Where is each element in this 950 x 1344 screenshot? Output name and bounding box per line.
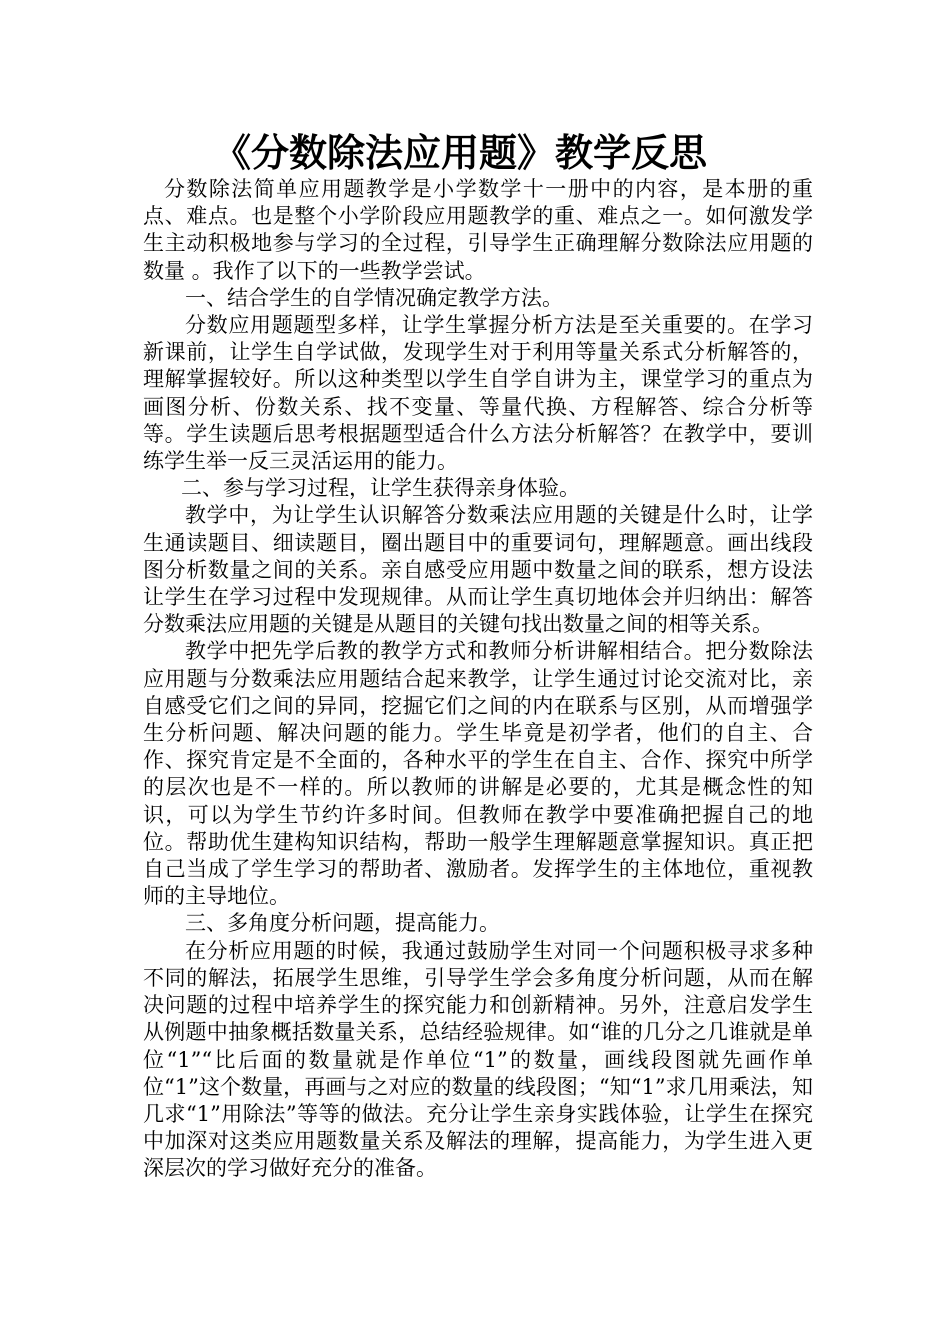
section-heading-3: 三、多角度分析问题，提高能力。 bbox=[185, 911, 500, 936]
document-page bbox=[143, 130, 813, 1183]
section-1-paragraph: 分数应用题题型多样，让学生掌握分析方法是至关重要的。在学习新课前，让学生自学试做，发现学生对于利用等量关系式分析解答的，理解掌握较好。所以这种类型以学生自学自讲为主，课堂学习的重点为画图分析、份数关系、找不变量、等量代换、方程解答、综合分析等等。学生读题后思考根据题型适合什么方法分析解答？在教学中，要训练学生举一反三灵活运用的能力。 bbox=[143, 313, 813, 474]
section-2-paragraph-1: 教学中，为让学生认识解答分数乘法应用题的关键是什么时，让学生通读题目、细读题目，圈出题目中的重要词句，理解题意。画出线段图分析数量之间的关系。亲自感受应用题中数量之间的联系，想方设法让学生在学习过程中发现规律。从而让学生真切地体会并归纳出：解答分数乘法应用题的关键是从题目的关键句找出数量之间的相等关系。 bbox=[143, 503, 813, 637]
intro-paragraph: 分数除法简单应用题教学是小学数学十一册中的内容，是本册的重点、难点。也是整个小学阶段应用题教学的重、难点之一。如何激发学生主动积极地参与学习的全过程，引导学生正确理解分数除法应用题的数量 。我作了以下的一些教学尝试。 bbox=[143, 177, 813, 283]
section-heading-2: 二、参与学习过程，让学生获得亲身体验。 bbox=[181, 476, 580, 501]
section-heading-1: 一、结合学生的自学情况确定教学方法。 bbox=[185, 285, 563, 310]
section-2-paragraph-2: 教学中把先学后教的教学方式和教师分析讲解相结合。把分数除法应用题与分数乘法应用题结合起来教学，让学生通过讨论交流对比，亲自感受它们之间的异同，挖掘它们之间的内在联系与区别，从而增强学生分析问题、解决问题的能力。学生毕竟是初学者，他们的自主、合作、探究肯定是不全面的，各种水平的学生在自主、合作、探究中所学的层次也是不一样的。所以教师的讲解是必要的，尤其是概念性的知识，可以为学生节约许多时间。但教师在教学中要准确把握自己的地位。帮助优生建构知识结构，帮助一般学生理解题意掌握知识。真正把自己当成了学生学习的帮助者、激励者。发挥学生的主体地位，重视教师的主导地位。 bbox=[143, 639, 813, 909]
section-3-paragraph: 在分析应用题的时候，我通过鼓励学生对同一个问题积极寻求多种不同的解法，拓展学生思维，引导学生学会多角度分析问题，从而在解决问题的过程中培养学生的探究能力和创新精神。另外，注意启发学生从例题中抽象概括数量关系，总结经验规律。如“谁的几分之几谁就是单位“1”“比后面的数量就是作单位“1”的数量，画线段图就先画作单位“1”这个数量，再画与之对应的数量的线段图；“知“1”求几用乘法，知几求“1”用除法”等等的做法。充分让学生亲身实践体验，让学生在探究中加深对这类应用题数量关系及解法的理解，提高能力，为学生进入更深层次的学习做好充分的准备。 bbox=[143, 938, 813, 1181]
document-title: 《分数除法应用题》教学反思 bbox=[213, 130, 708, 175]
